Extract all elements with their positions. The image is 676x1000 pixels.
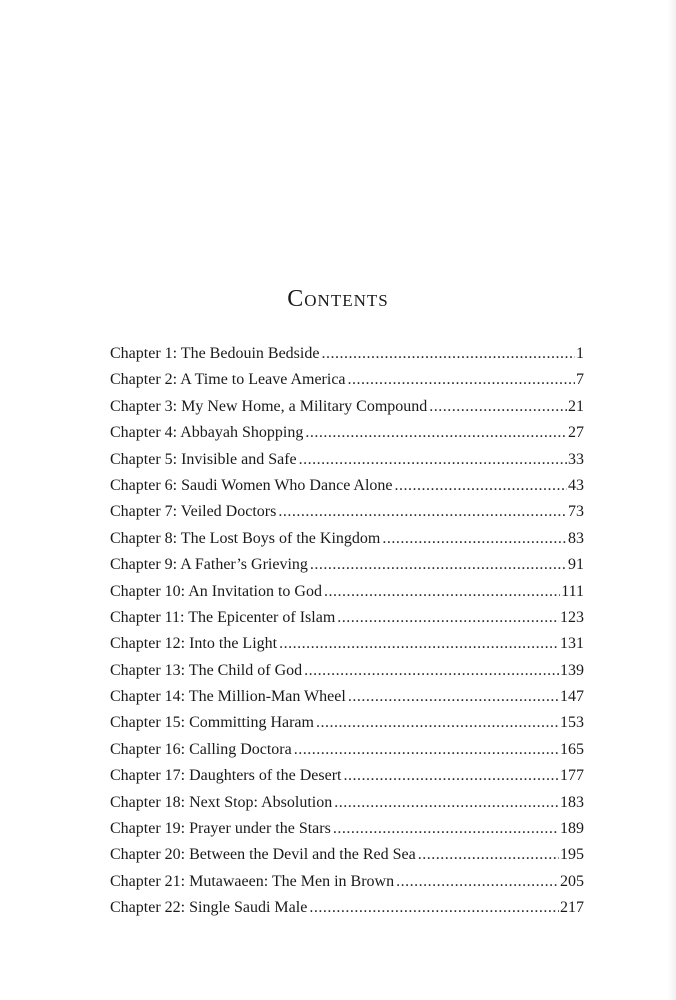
toc-dot-leader (429, 394, 567, 420)
toc-page-number: 123 (560, 608, 584, 626)
toc-entry (110, 367, 584, 393)
toc-dot-leader (310, 552, 567, 578)
toc-page-number: 43 (568, 476, 584, 494)
toc-page-number: 27 (568, 424, 584, 442)
toc-chapter-title: Chapter 14: The Million-Man Wheel (110, 688, 346, 706)
toc-dot-leader (321, 341, 575, 367)
toc-page-number: 139 (560, 661, 584, 679)
toc-dot-leader (299, 447, 567, 473)
toc-dot-leader (309, 895, 559, 921)
toc-chapter-title: Chapter 21: Mutawaeen: The Men in Brown (110, 872, 395, 890)
toc-entry (110, 658, 584, 684)
toc-chapter-title: Chapter 17: Daughters of the Desert (110, 767, 342, 785)
toc-page-number: 73 (568, 503, 584, 521)
contents-heading: Contents (287, 286, 389, 312)
toc-page-number: 91 (568, 556, 584, 574)
toc-page-number: 195 (560, 846, 584, 864)
toc-page-number: 7 (576, 371, 584, 389)
toc-chapter-title: Chapter 13: The Child of God (110, 661, 303, 679)
toc-dot-leader (278, 499, 567, 525)
toc-entry (110, 447, 584, 473)
toc-dot-leader (337, 605, 559, 631)
toc-entry (110, 605, 584, 631)
toc-page-number: 1 (576, 345, 584, 362)
toc-page-number: 189 (560, 820, 584, 838)
toc-dot-leader (279, 631, 559, 657)
toc-entry (110, 526, 584, 552)
toc-page-number: 153 (560, 714, 584, 732)
toc-entry (110, 631, 584, 657)
toc-chapter-title: Chapter 6: Saudi Women Who Dance Alone (110, 476, 393, 494)
toc-page-number: 131 (560, 635, 584, 653)
toc-chapter-title: Chapter 3: My New Home, a Military Compound (110, 397, 428, 415)
toc-chapter-title: Chapter 12: Into the Light (110, 635, 278, 653)
toc-entry (110, 842, 584, 868)
toc-page-number: 165 (560, 740, 584, 758)
toc-chapter-title: Chapter 11: The Epicenter of Islam (110, 608, 336, 626)
toc-dot-leader (305, 420, 567, 446)
toc-chapter-title: Chapter 1: The Bedouin Bedside (110, 345, 320, 362)
toc-page-number: 147 (560, 688, 584, 706)
toc-dot-leader (343, 763, 559, 789)
toc-entry (110, 763, 584, 789)
toc-page-number: 217 (560, 899, 584, 917)
toc-dot-leader (395, 473, 567, 499)
toc-page-number: 205 (560, 872, 584, 890)
toc-dot-leader (382, 526, 567, 552)
toc-dot-leader (348, 367, 575, 393)
toc-page-number: 183 (560, 793, 584, 811)
toc-page-number: 33 (568, 450, 584, 468)
toc-entry (110, 710, 584, 736)
toc-dot-leader (334, 790, 559, 816)
toc-entry (110, 869, 584, 895)
toc-dot-leader (418, 842, 559, 868)
toc-chapter-title: Chapter 20: Between the Devil and the Red Sea (110, 846, 416, 864)
toc-chapter-title: Chapter 2: A Time to Leave America (110, 371, 346, 389)
page-edge (668, 0, 676, 1000)
toc-entry (110, 499, 584, 525)
toc-chapter-title: Chapter 4: Abbayah Shopping (110, 424, 304, 442)
toc-chapter-title: Chapter 7: Veiled Doctors (110, 503, 277, 521)
toc-chapter-title: Chapter 15: Committing Haram (110, 714, 314, 732)
toc-chapter-title: Chapter 10: An Invitation to God (110, 582, 322, 600)
toc-dot-leader (324, 579, 560, 605)
toc-entry (110, 552, 584, 578)
toc-entry (110, 895, 584, 921)
toc-entry (110, 473, 584, 499)
toc-chapter-title: Chapter 16: Calling Doctora (110, 740, 292, 758)
toc-page-number: 177 (560, 767, 584, 785)
toc-chapter-title: Chapter 9: A Father’s Grieving (110, 556, 308, 574)
toc-dot-leader (304, 658, 559, 684)
toc-dot-leader (294, 737, 559, 763)
toc-chapter-title: Chapter 5: Invisible and Safe (110, 450, 297, 468)
table-of-contents (110, 341, 584, 922)
toc-dot-leader (348, 684, 559, 710)
toc-entry (110, 684, 584, 710)
toc-chapter-title: Chapter 22: Single Saudi Male (110, 899, 308, 917)
toc-entry (110, 790, 584, 816)
toc-chapter-title: Chapter 18: Next Stop: Absolution (110, 793, 333, 811)
toc-entry (110, 341, 584, 367)
toc-dot-leader (333, 816, 559, 842)
toc-entry (110, 816, 584, 842)
toc-page-number: 83 (568, 529, 584, 547)
toc-entry (110, 579, 584, 605)
toc-chapter-title: Chapter 19: Prayer under the Stars (110, 820, 331, 838)
toc-entry (110, 420, 584, 446)
toc-page-number: 111 (561, 582, 584, 600)
toc-chapter-title: Chapter 8: The Lost Boys of the Kingdom (110, 529, 381, 547)
toc-page-number: 21 (568, 397, 584, 415)
toc-dot-leader (316, 710, 559, 736)
toc-entry (110, 737, 584, 763)
toc-dot-leader (396, 869, 559, 895)
toc-entry (110, 394, 584, 420)
